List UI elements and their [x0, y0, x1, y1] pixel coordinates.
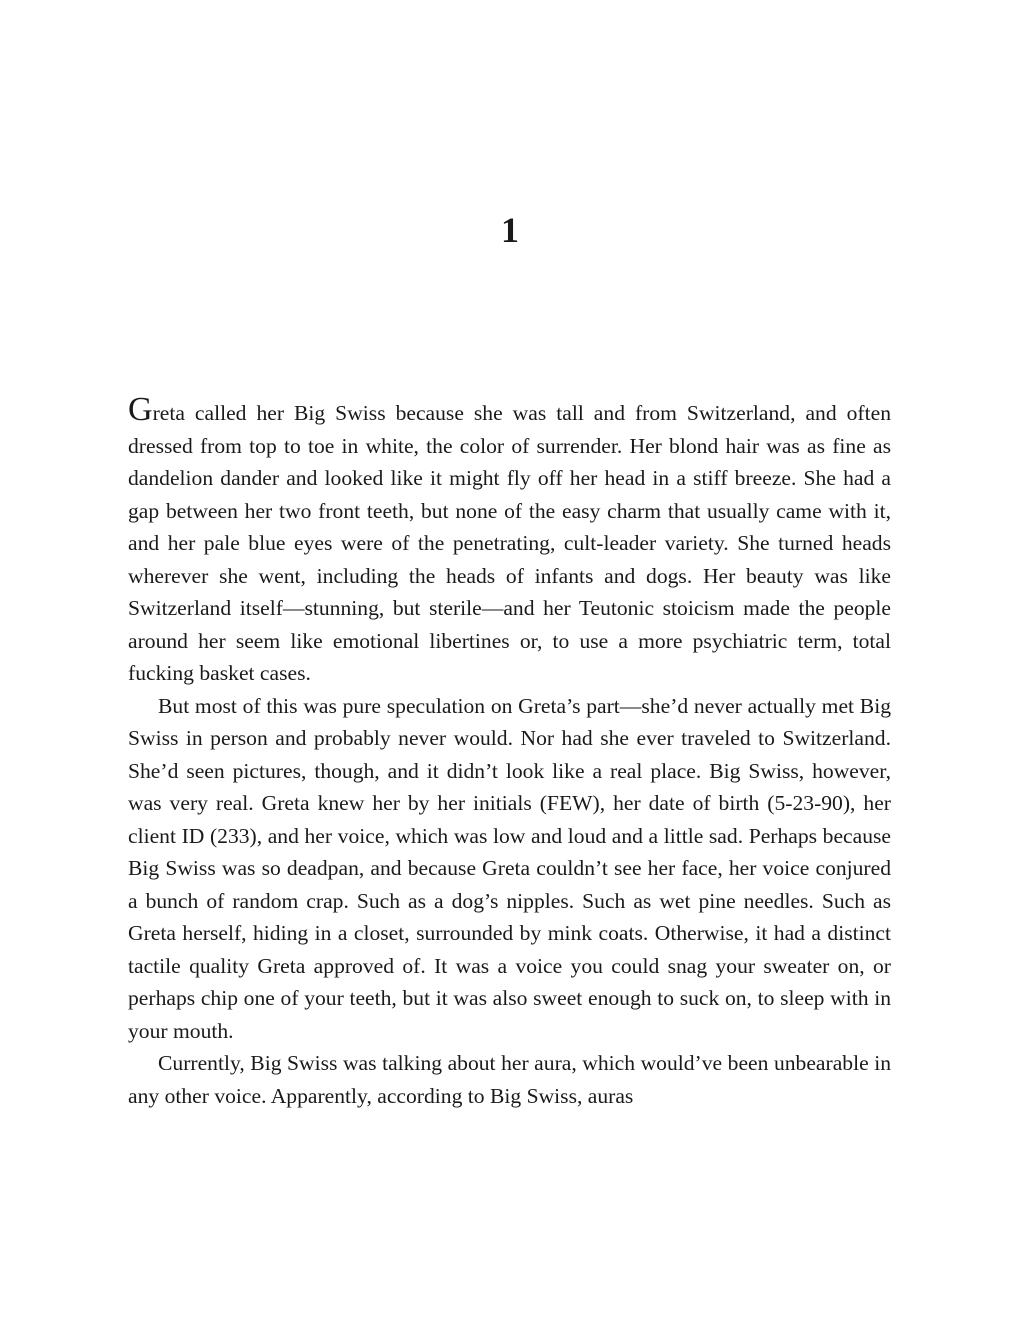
drop-cap: G [128, 391, 153, 428]
paragraph-1-text: reta called her Big Swiss because she was tall and from Switzerland, and often dressed from top to toe in white, the color of surrender. Her blond hair was as fine as dandelion dander and looked like it might fly off her head in a stiff breeze. She had a gap between her two front teeth, but none of the easy charm that usually came with it, and her pale blue eyes were of the penetrating, cult-leader variety. She turned heads wherever she went, including the heads of infants and dogs. Her beauty was like Switzerland itself—stunning, but sterile—and her Teutonic stoicism made the people around her seem like emotional libertines or, to use a more psychiatric term, total fucking basket cases. [128, 401, 891, 685]
paragraph-1 [128, 391, 891, 690]
paragraph-3: Currently, Big Swiss was talking about her aura, which would’ve been unbearable in any other voice. Apparently, according to Big Swiss, auras [128, 1051, 891, 1108]
chapter-number: 1 [501, 210, 519, 250]
paragraph-2: But most of this was pure speculation on Greta’s part—she’d never actually met Big Swiss in person and probably never would. Nor had she ever traveled to Switzerland. She’d seen pictures, though, and it didn’t look like a real place. Big Swiss, however, was very real. Greta knew her by her initials (FEW), her date of birth (5-23-90), her client ID (233), and her voice, which was low and loud and a little sad. Perhaps because Big Swiss was so deadpan, and because Greta couldn’t see her face, her voice conjured a bunch of random crap. Such as a dog’s nipples. Such as wet pine needles. Such as Greta herself, hiding in a closet, surrounded by mink coats. Otherwise, it had a distinct tactile quality Greta approved of. It was a voice you could snag your sweater on, or perhaps chip one of your teeth, but it was also sweet enough to suck on, to sleep with in your mouth. [128, 693, 891, 1043]
chapter-body [128, 391, 891, 1112]
